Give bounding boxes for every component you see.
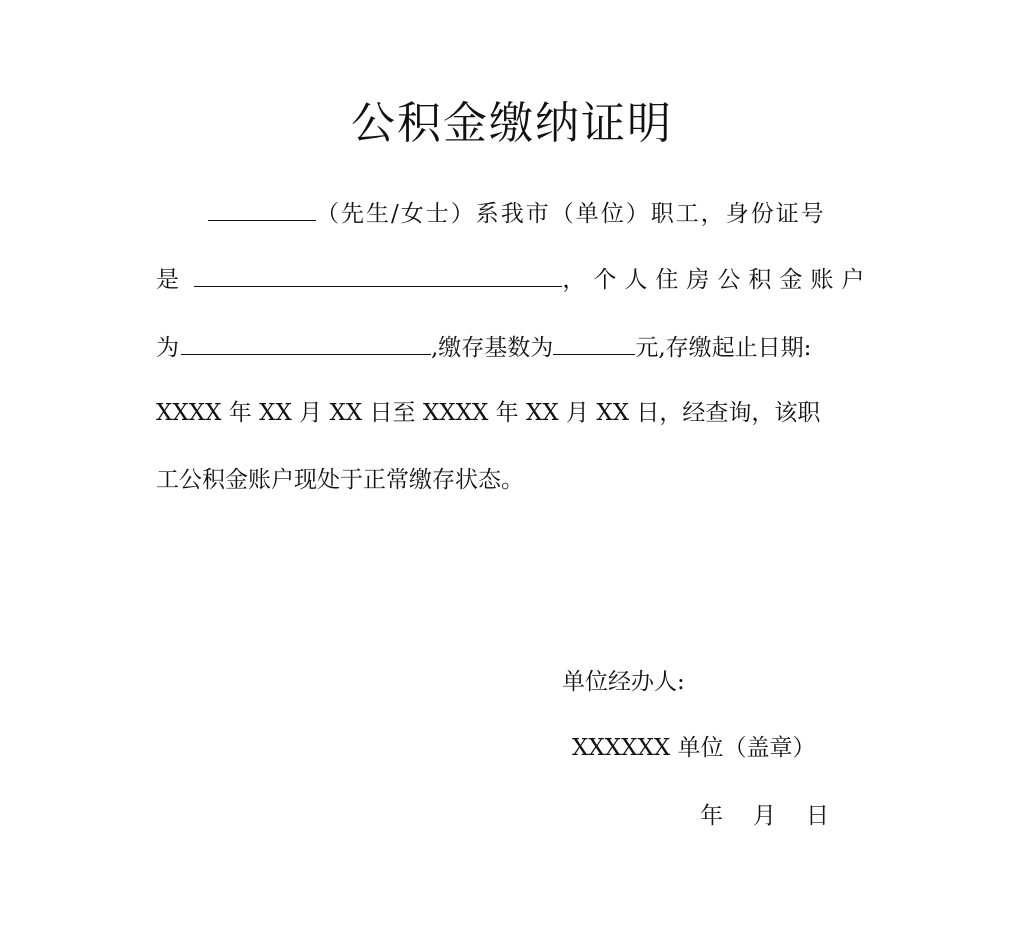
- line1-text: （先生/女士）系我市（单位）职工，身份证号: [316, 201, 826, 227]
- line3-start: 为: [156, 335, 179, 361]
- base-amount-blank: [553, 330, 635, 355]
- line3-mid: ,缴存基数为: [431, 335, 554, 361]
- month-label: 月: [753, 803, 776, 829]
- document-title: 公积金缴纳证明: [351, 98, 673, 149]
- line2-start: 是: [156, 267, 179, 293]
- paragraph-line-1: [208, 196, 826, 230]
- date-line: [700, 800, 829, 832]
- line4-text: XXXX 年 XX 月 XX 日至 XXXX 年 XX 月 XX 日，经查询，该职: [156, 400, 821, 426]
- paragraph-line-4: [156, 397, 820, 429]
- account-blank: [181, 330, 431, 355]
- name-blank: [208, 196, 316, 221]
- id-number-blank: [194, 262, 562, 287]
- line3-end: 元,存缴起止日期:: [635, 335, 812, 361]
- year-label: 年: [700, 803, 723, 829]
- paragraph-line-5: [156, 464, 524, 496]
- unit-stamp-label: XXXXXX 单位（盖章）: [572, 735, 816, 761]
- line5-text: 工公积金账户现处于正常缴存状态。: [156, 467, 524, 493]
- paragraph-line-2: [156, 262, 872, 296]
- day-label: 日: [806, 803, 829, 829]
- paragraph-line-3: [156, 330, 811, 364]
- line2-end: ，个人住房公积金账户: [562, 267, 873, 293]
- handler-label: 单位经办人:: [562, 669, 685, 695]
